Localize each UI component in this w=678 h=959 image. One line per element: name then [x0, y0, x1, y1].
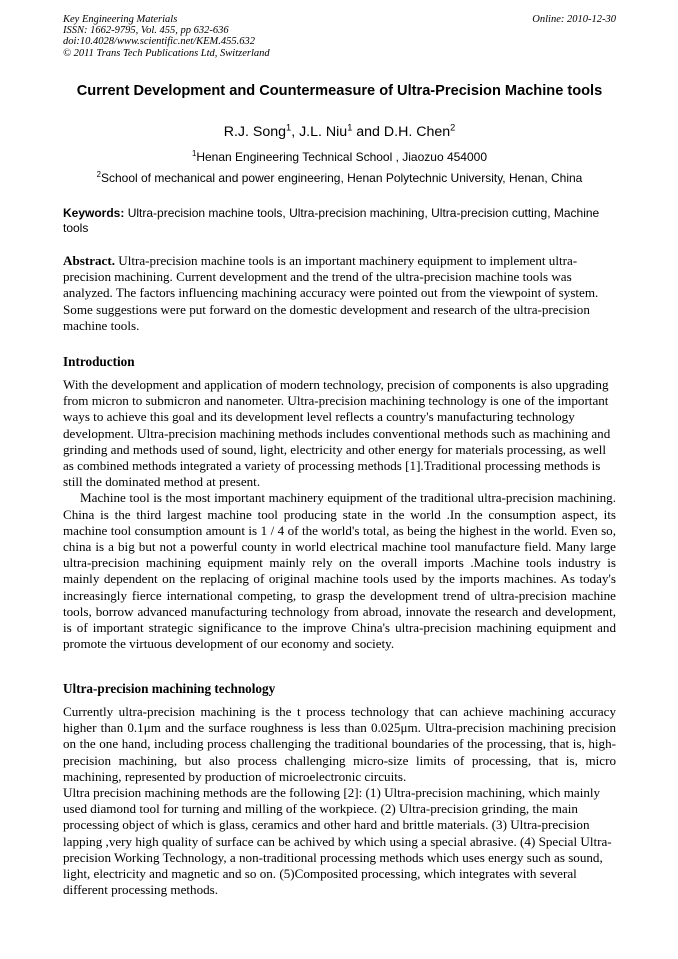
author-name: D.H. Chen — [383, 124, 451, 140]
author-name: J.L. Niu — [299, 124, 348, 140]
keywords-text: Ultra-precision machine tools, Ultra-precision machining, Ultra-precision cutting, Machine tools — [63, 206, 600, 235]
section-heading: Introduction — [63, 354, 135, 369]
author-separator: , — [291, 124, 300, 140]
paragraph: With the development and application of modern technology, precision of components is also upgrading from micron to submicron and nanometer. Ultra-precision machining technology is one of the important ways to achieve this goal and its development level reflects a country's manufacturing technology development. Ultra-precision machining methods includes conventional methods such as machining and grinding and methods used of sound, light, electricity and other energy for materials processing, as well as combined methods integrated a variety of processing methods [1].Traditional processing methods is still the dominated method at present. — [63, 377, 611, 490]
paragraph: Currently ultra-precision machining is the t process technology that can achieve machining accuracy higher than 0.1μm and the surface roughness is less than 0.025μm. Ultra-precision machining precision on the one hand, including process challenging the traditional boundaries of the processing, that is, high-precision machining, but also process challenging micro-size limits of processing, that is, micro machining, represented by production of microelectronic circuits. — [63, 704, 616, 784]
section-body — [63, 377, 616, 652]
section-body — [63, 704, 616, 898]
abstract — [63, 253, 616, 334]
affiliation-text: Henan Engineering Technical School , Jiaozuo 454000 — [196, 150, 487, 164]
section-heading: Ultra-precision machining technology — [63, 681, 276, 696]
author-affiliation-mark: 1 — [286, 122, 292, 133]
affiliation-mark: 1 — [192, 149, 197, 158]
paragraph: Machine tool is the most important machinery equipment of the traditional ultra-precision machining. China is the third largest machine tool producing state in the world .In the consumption aspect, its machine tool consumption amount is 1 / 4 of the world's total, as being the highest in the world. Even so, china is a big but not a powerful county in world electrical machine tool manufacture field. Many large ultra-precision machining equipment mainly rely on the overall imports .Machine tools industry is mainly dependent on the replacing of original machine tools used by the imports machines. As today's increasingly fierce international competing, to grasp the development trend of ultra-precision machine tools, borrow advanced manufacturing technology from abroad, innovate the research and development, is of important strategic significance to the improve China's ultra-precision machining equipment and promote the virtuous development of our economy and society. — [63, 490, 616, 652]
affiliation-text: School of mechanical and power engineering, Henan Polytechnic University, Henan, China — [100, 171, 583, 185]
affiliation — [63, 150, 616, 164]
author-separator: and — [352, 124, 384, 140]
abstract-label: Abstract. — [63, 253, 115, 268]
author-affiliation-mark: 1 — [347, 122, 353, 133]
affiliation-mark: 2 — [96, 170, 101, 179]
author-affiliation-mark: 2 — [450, 122, 456, 133]
keywords-label: Keywords: — [63, 206, 125, 220]
issn-line: ISSN: 1662-9795, Vol. 455, pp 632-636 — [63, 25, 229, 37]
keywords — [63, 206, 616, 236]
abstract-text: Ultra-precision machine tools is an important machinery equipment to implement ultra-precision machining. Current development and the trend of the ultra-precision machine tools was analyzed. The factors influencing machining accuracy were pointed out from the viewpoint of system. Some suggestions were put forward on the domestic development and research of the ultra-precision machine tools. — [63, 253, 599, 333]
author-list — [63, 123, 616, 141]
journal-header — [63, 14, 616, 59]
online-date: Online: 2010-12-30 — [532, 14, 616, 25]
copyright-line: © 2011 Trans Tech Publications Ltd, Switzerland — [63, 47, 270, 59]
doi-line: doi:10.4028/www.scientific.net/KEM.455.632 — [63, 36, 255, 48]
journal-name: Key Engineering Materials — [63, 14, 178, 25]
author-name: R.J. Song — [223, 124, 287, 140]
paragraph: Ultra precision machining methods are the following [2]: (1) Ultra-precision machining, which mainly used diamond tool for turning and milling of the workpiece. (2) Ultra-precision grinding, the main processing object of which is glass, ceramics and other hard and brittle materials. (3) Ultra-precision lapping ,very high quality of surface can be achived by which using a special abrasive. (4) Special Ultra-precision Working Technology, a non-traditional processing methods which uses energy such as sound, light, electricity and magnetic and so on. (5)Composited processing, which integrates with several different processing methods. — [63, 785, 612, 898]
paper-title: Current Development and Countermeasure of Ultra-Precision Machine tools — [76, 83, 603, 99]
affiliation — [63, 171, 616, 185]
